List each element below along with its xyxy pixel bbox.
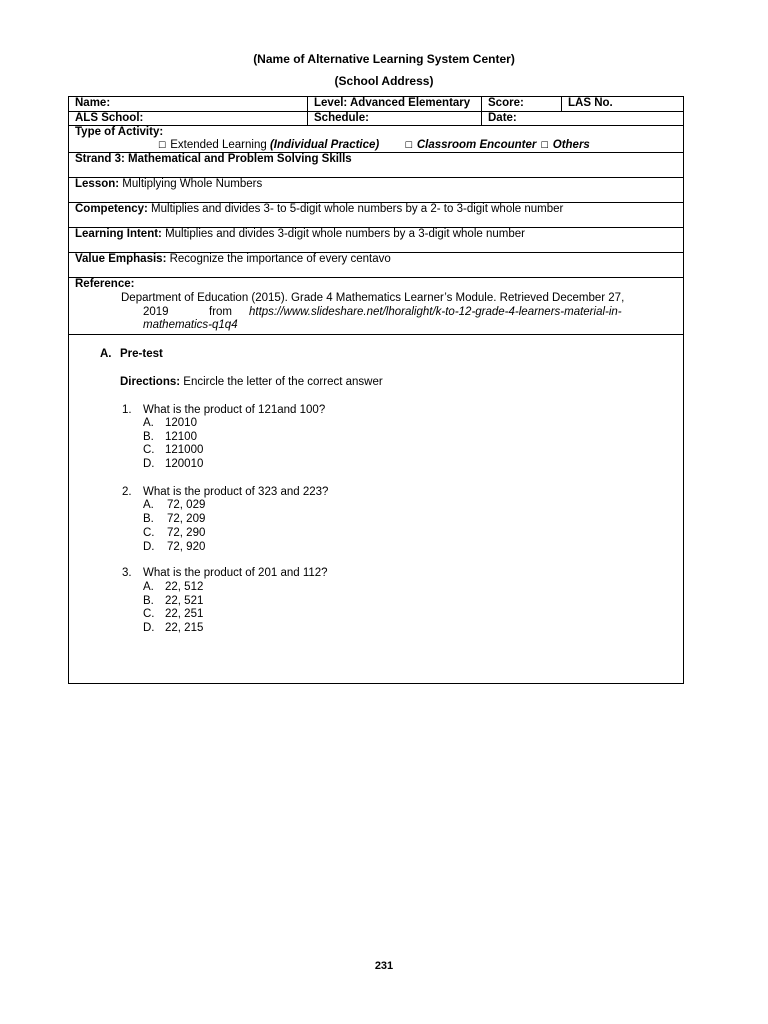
value-emphasis-row <box>69 253 683 278</box>
reference-row <box>69 278 683 335</box>
option-letter[interactable]: C. <box>143 608 155 620</box>
individual-practice-label: (Individual Practice) <box>269 139 380 151</box>
option-letter[interactable]: C. <box>143 527 155 539</box>
reference-line-1: Department of Education (2015). Grade 4 Mathematics Learner’s Module. Retrieved December 27, <box>121 292 625 304</box>
page-number: 231 <box>374 960 394 972</box>
option-letter[interactable]: B. <box>143 595 154 607</box>
option-letter[interactable]: A. <box>143 417 154 429</box>
option-value: 22, 521 <box>165 595 204 607</box>
option-letter[interactable]: B. <box>143 513 154 525</box>
activity-type-label: Type of Activity: <box>75 126 164 138</box>
lesson-value: Multiplying Whole Numbers <box>119 178 263 190</box>
option-value: 12010 <box>165 417 197 429</box>
checkbox-icon[interactable]: ☐ <box>157 140 167 150</box>
info-row-2 <box>69 112 683 126</box>
competency-value: Multiplies and divides 3- to 5-digit whole numbers by a 2- to 3-digit whole number <box>147 203 564 215</box>
option-value: 72, 209 <box>167 513 206 525</box>
name-field[interactable]: Name: <box>75 97 111 109</box>
reference-url[interactable]: https://www.slideshare.net/lhoralight/k-to-12-grade-4-learners-material-in- <box>249 306 622 318</box>
extended-learning-label: Extended Learning <box>170 139 270 151</box>
value-emphasis-value: Recognize the importance of every centavo <box>166 253 391 265</box>
option-letter[interactable]: B. <box>143 431 154 443</box>
competency-label: Competency: <box>75 203 148 215</box>
activity-row <box>69 126 683 153</box>
level-field: Level: Advanced Elementary <box>307 97 481 111</box>
activity-options <box>157 139 590 151</box>
learning-intent-label: Learning Intent: <box>75 228 162 240</box>
als-school-field[interactable]: ALS School: <box>75 112 144 124</box>
question-number: 3. <box>122 567 132 579</box>
lesson-label: Lesson: <box>75 178 120 190</box>
option-value: 121000 <box>165 444 204 456</box>
option-value: 22, 251 <box>165 608 204 620</box>
pretest-letter: A. <box>100 348 112 360</box>
date-field[interactable]: Date: <box>481 112 683 125</box>
schedule-field[interactable]: Schedule: <box>307 112 481 125</box>
pretest-title: Pre-test <box>120 348 163 360</box>
option-letter[interactable]: A. <box>143 499 154 511</box>
option-letter[interactable]: D. <box>143 622 155 634</box>
question-text: What is the product of 201 and 112? <box>143 567 328 579</box>
score-field[interactable]: Score: <box>481 97 561 111</box>
directions-label: Directions: <box>120 376 181 388</box>
value-emphasis-label: Value Emphasis: <box>75 253 167 265</box>
option-value: 120010 <box>165 458 204 470</box>
option-value: 12100 <box>165 431 197 443</box>
las-number-field[interactable]: LAS No. <box>561 97 683 111</box>
competency-row <box>69 203 683 228</box>
strand-label: Strand 3: Mathematical and Problem Solving Skills <box>75 153 352 165</box>
reference-year: 2019 <box>143 306 169 318</box>
reference-from: from <box>209 306 232 318</box>
option-letter[interactable]: D. <box>143 541 155 553</box>
option-value: 22, 215 <box>165 622 204 634</box>
option-letter[interactable]: D. <box>143 458 155 470</box>
checkbox-icon[interactable]: ☐ <box>404 140 413 150</box>
question-number: 2. <box>122 486 132 498</box>
classroom-encounter-label: Classroom Encounter <box>416 139 537 151</box>
checkbox-icon[interactable]: ☐ <box>540 140 549 150</box>
option-value: 72, 290 <box>167 527 206 539</box>
option-value: 22, 512 <box>165 581 204 593</box>
option-value: 72, 029 <box>167 499 206 511</box>
option-value: 72, 920 <box>167 541 206 553</box>
strand-row <box>69 153 683 178</box>
reference-label: Reference: <box>75 278 135 290</box>
question-text: What is the product of 121and 100? <box>143 404 326 416</box>
reference-url-continued[interactable]: mathematics-q1q4 <box>143 319 238 331</box>
worksheet-frame <box>68 96 684 684</box>
learning-intent-row <box>69 228 683 253</box>
directions-text: Encircle the letter of the correct answer <box>180 376 383 388</box>
lesson-row <box>69 178 683 203</box>
question-text: What is the product of 323 and 223? <box>143 486 329 498</box>
school-address-heading: (School Address) <box>334 74 434 88</box>
center-name-heading: (Name of Alternative Learning System Center) <box>253 52 515 66</box>
learning-intent-value: Multiplies and divides 3-digit whole numbers by a 3-digit whole number <box>161 228 525 240</box>
option-letter[interactable]: A. <box>143 581 154 593</box>
option-letter[interactable]: C. <box>143 444 155 456</box>
info-row-1 <box>69 97 683 112</box>
question-number: 1. <box>122 404 132 416</box>
others-label: Others <box>552 139 590 151</box>
